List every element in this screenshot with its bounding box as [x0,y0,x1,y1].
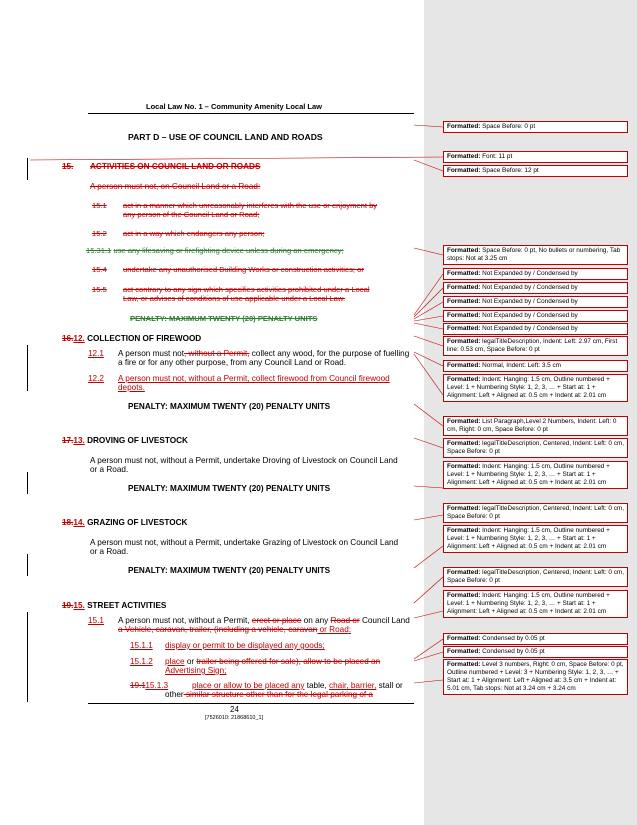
section-12-1-part1: A person must not [118,349,184,358]
section-12-1-text-b: a fire or for any other purpose, from any Council Land or Road. [118,358,347,367]
s19-deleted2: Road or [330,616,360,625]
section-12-2-text-a: A person must not, without a Permit, collect firewood from Council firewood [118,374,390,383]
section-15-1-3-text-b [165,690,373,699]
change-bar [27,345,28,391]
format-comment[interactable]: Formatted: legalTitleDescription, Centered, Indent: Left: 0 cm, Space Before: 0 pt [443,438,628,458]
section-15new-1-text-b [118,625,351,634]
section-13-new-number: 13. [73,436,85,445]
section-15-1-number: 15.1 [92,201,107,210]
change-bar [27,612,28,702]
page-number: 24 [230,705,239,714]
format-comment[interactable]: Formatted: Not Expanded by / Condensed by [443,268,628,280]
format-comment[interactable]: Formatted: Indent: Hanging: 1.5 cm, Outline numbered + Level: 1 + Numbering Style: 1, 2, 3, … + Start at: 1 + Alignment: Left + Aligned at: 0.5 cm + Indent at: 2.01 cm [443,525,628,553]
format-comment[interactable]: Formatted: Condensed by 0.05 pt [443,646,628,658]
section-12-old-number: 16. [62,334,74,343]
change-bar [27,158,28,180]
s19-part2: on any [301,616,331,625]
format-comment[interactable]: Formatted: Indent: Hanging: 1.5 cm, Outline numbered + Level: 1 + Numbering Style: 1, 2, 3, … + Start at: 1 + Alignment: Left + Aligned at: 0.5 cm + Indent at: 2.01 cm [443,590,628,618]
format-comment[interactable]: Formatted: Space Before: 0 pt [443,121,628,133]
format-comment[interactable]: Formatted: legalTitleDescription, Centered, Indent: Left: 0 cm, Space Before: 0 pt [443,503,628,523]
section-15-1-1-number: 15.1.1 [130,641,153,650]
format-comment[interactable]: Formatted: Font: 11 pt [443,151,628,163]
s19-part1: A person must not, without a Permit, [118,616,252,625]
format-comment[interactable]: Formatted: Condensed by 0.05 pt [443,633,628,645]
section-15-1-3-number [130,681,168,690]
section-14-heading: GRAZING OF LIVESTOCK [87,518,188,527]
section-12-2-text-b: depots. [118,383,145,392]
section-14-old-number: 18. [62,518,74,527]
section-15-intro: A person must not, on Council Land or a Road: [90,182,261,191]
section-15-1-3-text-a [192,681,403,690]
s19-inserted1: or Road: [317,625,352,634]
s19-s3-d: stall or [376,681,403,690]
section-15-2-text: act in a way which endangers any person; [123,229,265,238]
section-13-body-b: or a Road. [90,465,129,474]
section-15-number: 15. [62,162,74,171]
section-14-body-a: A person must not, without a Permit, undertake Grazing of Livestock on Council Land [90,538,399,547]
section-12-heading-line [62,334,201,343]
section-15-1-text-b: any person of the Council Land or Road; [123,210,260,219]
s19-s3-b: table, [304,681,330,690]
section-15-3-text: use any lifesaving or firefighting device unless during an emergency; [113,246,344,255]
section-15-3-line [86,246,344,255]
section-15new-1-number: 15.1 [88,616,104,625]
format-comment[interactable]: Formatted: legalTitleDescription, Centered, Indent: Left: 0 cm, Space Before: 0 pt [443,567,628,587]
format-comment[interactable]: Formatted: Indent: Hanging: 1.5 cm, Outline numbered + Level: 1 + Numbering Style: 1, 2, 3, … + Start at: 1 + Alignment: Left + Aligned at: 0.5 cm + Indent at: 2.01 cm [443,461,628,489]
format-comment[interactable]: Formatted: Normal, Indent: Left: 3.5 cm [443,360,628,372]
section-15-penalty: PENALTY: MAXIMUM TWENTY (20) PENALTY UNITS [130,314,318,323]
format-comment[interactable]: Formatted: Not Expanded by / Condensed by [443,323,628,335]
section-13-penalty: PENALTY: MAXIMUM TWENTY (20) PENALTY UNITS [128,484,331,493]
change-bar [27,554,28,576]
s19-s2-place: place [165,657,185,666]
format-comment[interactable]: Formatted: List Paragraph,Level 2 Numbers, Indent: Left: 0 cm, Right: 0 cm, Space Before: 0 pt [443,416,628,436]
section-15-heading: ACTIVITIES ON COUNCIL LAND OR ROADS [90,162,261,171]
section-14-penalty: PENALTY: MAXIMUM TWENTY (20) PENALTY UNITS [128,566,331,575]
section-12-1-part2: collect any wood, for the purpose of fuelling [249,349,410,358]
format-comment[interactable]: Formatted: Space Before: 12 pt [443,165,628,177]
section-15-1-2-text-b: Advertising Sign; [165,666,227,675]
s19-s2-deleted: trailer being offered for sale), allow to be placed an [196,657,381,666]
section-15-2-number: 15.2 [92,229,107,238]
change-bar [27,472,28,494]
section-15new-old-number: 19. [62,601,74,610]
section-14-heading-line [62,518,187,527]
format-comment[interactable]: Formatted: Not Expanded by / Condensed by [443,296,628,308]
s19-deleted3: a Vehicle, caravan, trailer, (including a vehicle, caravan [118,625,318,634]
format-comment[interactable]: Formatted: Level 3 numbers, Right: 0 cm, Space Before: 0 pt, Outline numbered + Level: 3 + Numbering Style: 1, 2, 3, … + Start at: 1 + Alignment: Left + Aligned at: 3.5 cm + Indent at: 5.01 cm, Tab stops: Not at 3.24 cm + 3.24 cm [443,659,628,695]
section-12-2-number: 12.2 [88,374,104,383]
section-14-new-number: 14. [73,518,85,527]
section-15-1-1-text: display or permit to be displayed any goods; [165,641,325,650]
format-comment[interactable]: Formatted: Indent: Hanging: 1.5 cm, Outline numbered + Level: 1 + Numbering Style: 1, 2, 3, … + Start at: 1 + Alignment: Left + Aligned at: 0.5 cm + Indent at: 2.01 cm [443,374,628,402]
format-comment[interactable]: Formatted: legalTitleDescription, Indent: Left: 2.97 cm, First line: 0.53 cm, Space Before: 0 pt [443,336,628,356]
s19-s3-old-num: 19.1 [130,681,146,690]
section-12-1-number: 12.1 [88,349,104,358]
section-15-4-number: 15.4 [92,265,107,274]
section-15-5-text-b: Law, or advises of conditions of use applicable under a Local Law. [123,294,346,303]
section-15new-heading: STREET ACTIVITIES [87,601,167,610]
format-comment[interactable]: Formatted: Space Before: 0 pt, No bullets or numbering, Tab stops: Not at 3.25 cm [443,245,628,265]
format-comment[interactable]: Formatted: Not Expanded by / Condensed by [443,310,628,322]
section-12-heading: COLLECTION OF FIREWOOD [87,334,202,343]
header-rule [88,113,414,114]
s19-s3-e: other [165,690,184,699]
section-15-1-2-number: 15.1.2 [130,657,153,666]
s19-deleted1: erect or place [251,616,302,625]
section-12-1-text-a [118,349,409,358]
section-15new-1-text-a [118,616,410,625]
section-15-5-number: 15.5 [92,285,107,294]
page-header-title: Local Law No. 1 – Community Amenity Local Law [146,102,323,111]
s19-s2-or: or [184,657,197,666]
section-15-1-text-a: act in a manner which unreasonably interferes with the use or enjoyment by [123,201,378,210]
s19-part3: Council Land [359,616,410,625]
format-comment[interactable]: Formatted: Not Expanded by / Condensed by [443,282,628,294]
document-reference: [7526010: 21868610_1] [205,715,264,721]
section-15new-heading-line [62,601,166,610]
s19-s3-c: chair, barrier, [329,681,377,690]
section-15-3-number: 15.31.1 [86,246,112,255]
part-title: PART D – USE OF COUNCIL LAND AND ROADS [128,132,323,142]
section-15-5-text-a: act contrary to any sign which specifies activities prohibited under a Local [123,285,370,294]
section-12-1-deleted: , without a Permit, [184,349,250,358]
s19-s3-f: similar structure other than for the legal parking of a [183,690,373,699]
section-13-body-a: A person must not, without a Permit, undertake Droving of Livestock on Council Land [90,456,398,465]
section-15-4-text: undertake any unauthorised Building Works or construction activities; or [123,265,364,274]
s19-s3-new-num: 15.1.3 [145,681,169,690]
section-15-1-2-text-a [165,657,380,666]
s19-s3-a: place or allow to be placed any [192,681,305,690]
section-13-old-number: 17. [62,436,74,445]
section-15new-new-number: 15. [73,601,85,610]
section-12-new-number: 12. [73,334,85,343]
section-13-heading-line [62,436,188,445]
section-14-body-b: or a Road. [90,547,129,556]
footer-rule [88,703,414,704]
section-13-heading: DROVING OF LIVESTOCK [87,436,188,445]
section-12-penalty: PENALTY: MAXIMUM TWENTY (20) PENALTY UNITS [128,402,331,411]
